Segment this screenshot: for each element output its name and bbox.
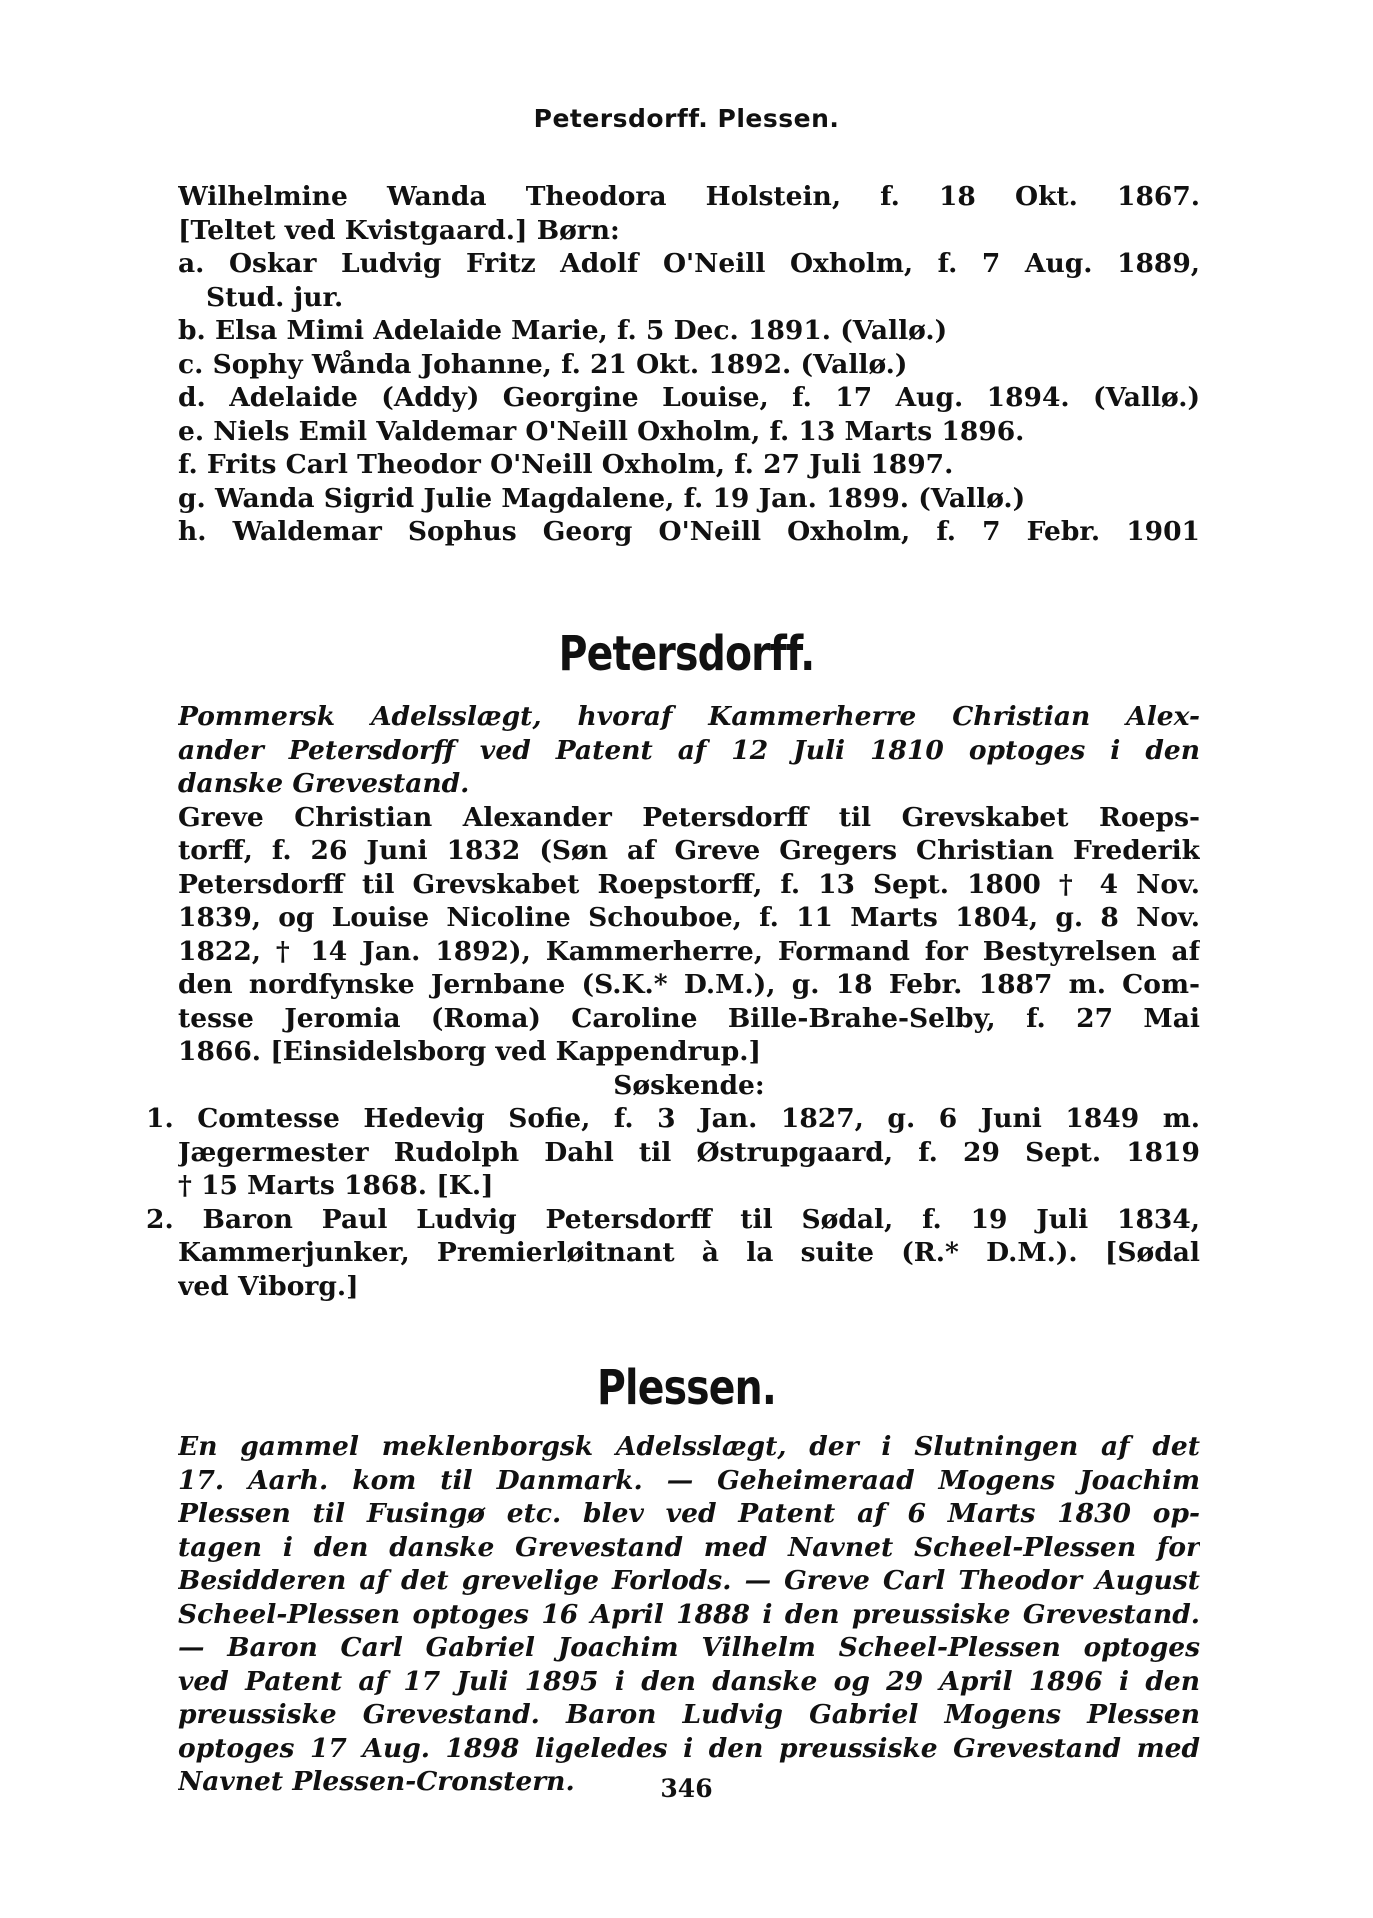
- section-heading-plessen: Plessen.: [596, 1360, 776, 1416]
- text-line: Stud. jur.: [206, 281, 344, 313]
- intro-line: Navnet Plessen-Cronstern.: [178, 1766, 575, 1797]
- intro-line: ander Petersdorff ved Patent af 12 Juli 1810 optoges i den: [178, 734, 1200, 766]
- text-line: Jægermester Rudolph Dahl til Østrupgaard, f. 29 Sept. 1819: [178, 1136, 1200, 1168]
- text-line: den nordfynske Jernbane (S.K.* D.M.), g. 18 Febr. 1887 m. Com-: [178, 969, 1200, 1000]
- intro-line: En gammel meklenborgsk Adelsslægt, der i Slutningen af det: [178, 1431, 1200, 1462]
- intro-line: preussiske Grevestand. Baron Ludvig Gabriel Mogens Plessen: [178, 1699, 1200, 1730]
- text-line: Kammerjunker, Premierløitnant à la suite (R.* D.M.). [Sødal: [178, 1237, 1200, 1268]
- list-item: g. Wanda Sigrid Julie Magdalene, f. 19 Jan. 1899. (Vallø.): [178, 482, 1026, 514]
- children-list: [178, 180, 1200, 549]
- intro-line: ved Patent af 17 Juli 1895 i den danske og 29 April 1896 i den: [178, 1665, 1200, 1697]
- intro-line: Besidderen af det grevelige Forlods. — Greve Carl Theodor August: [178, 1565, 1200, 1596]
- text-line: 1822, † 14 Jan. 1892), Kammerherre, Formand for Bestyrelsen af: [178, 935, 1200, 967]
- intro-line: Plessen til Fusingø etc. blev ved Patent af 6 Marts 1830 op-: [178, 1498, 1200, 1529]
- text-line: torff, f. 26 Juni 1832 (Søn af Greve Gregers Christian Frederik: [178, 835, 1200, 866]
- list-item: b. Elsa Mimi Adelaide Marie, f. 5 Dec. 1891. (Vallø.): [178, 315, 948, 346]
- list-item: c. Sophy Wånda Johanne, f. 21 Okt. 1892. (Vallø.): [178, 348, 908, 380]
- list-item: 2. Baron Paul Ludvig Petersdorff til Sødal, f. 19 Juli 1834,: [146, 1203, 1200, 1235]
- text-line: 1866. [Einsidelsborg ved Kappendrup.]: [178, 1036, 762, 1067]
- intro-line: Pommersk Adelsslægt, hvoraf Kammerherre Christian Alex-: [178, 701, 1200, 732]
- text-line: Greve Christian Alexander Petersdorff til Grevskabet Roeps-: [178, 801, 1200, 833]
- intro-line: 17. Aarh. kom til Danmark. — Geheimeraad Mogens Joachim: [178, 1464, 1200, 1496]
- list-item: a. Oskar Ludvig Fritz Adolf O'Neill Oxholm, f. 7 Aug. 1889,: [178, 248, 1200, 279]
- intro-line: Scheel-Plessen optoges 16 April 1888 i den preussiske Grevestand.: [178, 1598, 1200, 1630]
- intro-line: optoges 17 Aug. 1898 ligeledes i den preussiske Grevestand med: [178, 1732, 1200, 1764]
- intro-line: tagen i den danske Grevestand med Navnet Scheel-Plessen for: [178, 1531, 1200, 1563]
- section-heading-petersdorff: Petersdorff.: [558, 626, 815, 682]
- running-header: Petersdorff. Plessen.: [533, 104, 840, 133]
- siblings-label: Søskende:: [613, 1069, 765, 1101]
- page-number: 346: [660, 1774, 713, 1803]
- text-line: † 15 Marts 1868. [K.]: [178, 1170, 494, 1201]
- text-line: [Teltet ved Kvistgaard.] Børn:: [178, 214, 620, 246]
- text-line: Wilhelmine Wanda Theodora Holstein, f. 18 Okt. 1867.: [178, 181, 1200, 212]
- list-item: f. Frits Carl Theodor O'Neill Oxholm, f. 27 Juli 1897.: [178, 449, 954, 480]
- list-item: e. Niels Emil Valdemar O'Neill Oxholm, f. 13 Marts 1896.: [178, 415, 1025, 447]
- text-line: 1839, og Louise Nicoline Schouboe, f. 11 Marts 1804, g. 8 Nov.: [178, 902, 1200, 933]
- text-line: tesse Jeromia (Roma) Caroline Bille-Brahe-Selby, f. 27 Mai: [178, 1002, 1200, 1034]
- list-item: h. Waldemar Sophus Georg O'Neill Oxholm, f. 7 Febr. 1901: [178, 516, 1200, 547]
- list-item: 1. Comtesse Hedevig Sofie, f. 3 Jan. 1827, g. 6 Juni 1849 m.: [146, 1103, 1200, 1134]
- intro-line: — Baron Carl Gabriel Joachim Vilhelm Scheel-Plessen optoges: [178, 1632, 1200, 1663]
- intro-line: danske Grevestand.: [178, 768, 470, 799]
- petersdorff-section: [146, 700, 1200, 1303]
- list-item: d. Adelaide (Addy) Georgine Louise, f. 17 Aug. 1894. (Vallø.): [178, 382, 1200, 413]
- text-line: ved Viborg.]: [178, 1270, 359, 1302]
- plessen-section: [178, 1430, 1200, 1799]
- text-line: Petersdorff til Grevskabet Roepstorff, f. 13 Sept. 1800 † 4 Nov.: [178, 868, 1200, 900]
